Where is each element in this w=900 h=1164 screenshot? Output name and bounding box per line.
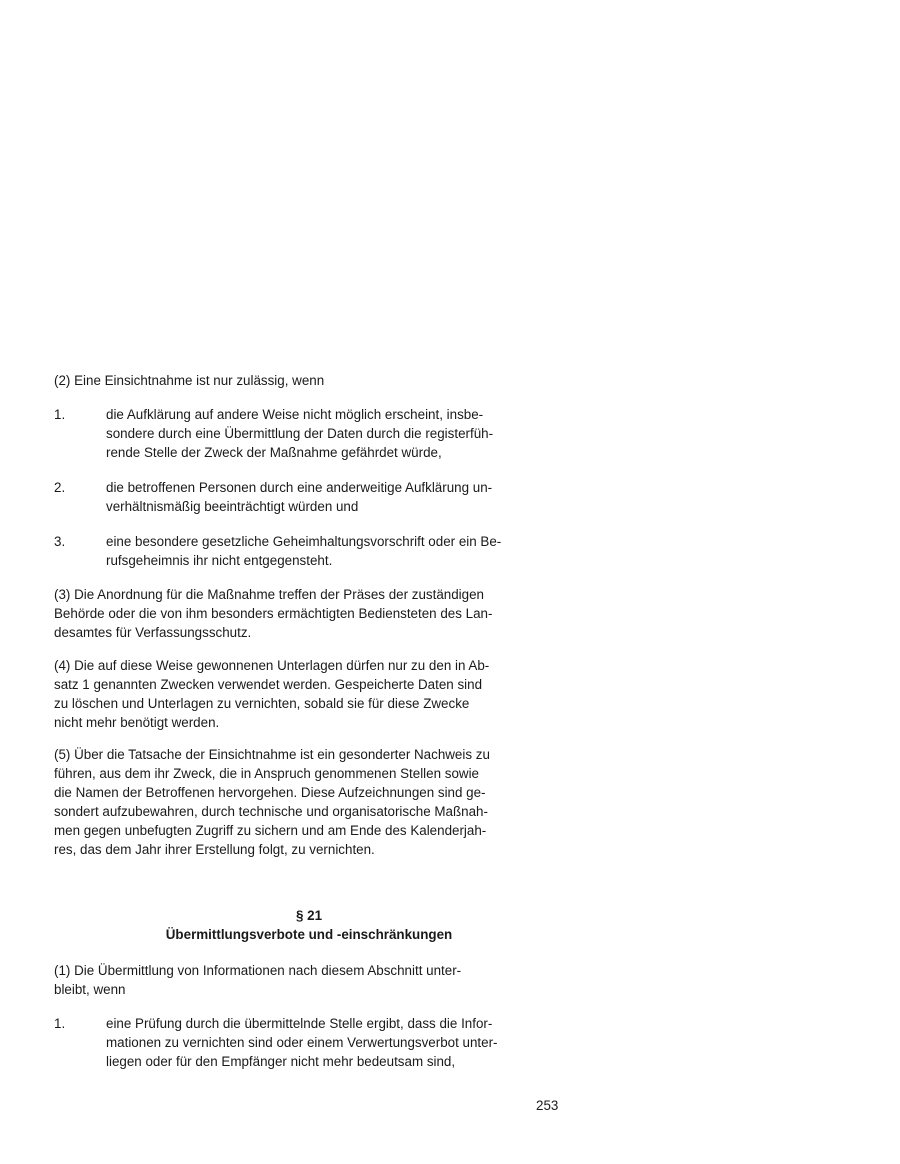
list-number: 3. <box>54 534 66 549</box>
text-line: die Aufklärung auf andere Weise nicht möglich erscheint, insbe- <box>106 407 484 422</box>
text-line: rufsgeheimnis ihr nicht entgegensteht. <box>106 553 333 568</box>
paragraph-5 <box>54 745 560 859</box>
text-line: die betroffenen Personen durch eine anderweitige Aufklärung un- <box>106 480 493 495</box>
section-title: Übermittlungsverbote und -einschränkungen <box>165 927 453 942</box>
text-line: sondere durch eine Übermittlung der Daten durch die registerfüh- <box>106 426 494 441</box>
text-line: satz 1 genannten Zwecken verwendet werden. Gespeicherte Daten sind <box>54 677 483 692</box>
paragraph-4 <box>54 656 560 732</box>
text-line: (5) Über die Tatsache der Einsichtnahme ist ein gesonderter Nachweis zu <box>54 747 490 762</box>
list-item-2-1 <box>54 405 560 462</box>
text-line: (4) Die auf diese Weise gewonnenen Unterlagen dürfen nur zu den in Ab- <box>54 658 490 673</box>
text-line: die Namen der Betroffenen hervorgehen. Diese Aufzeichnungen sind ge- <box>54 785 486 800</box>
text-line: desamtes für Verfassungsschutz. <box>54 625 252 640</box>
text-line: bleibt, wenn <box>54 982 126 997</box>
list-number: 2. <box>54 480 66 495</box>
list-item-2-2 <box>54 478 560 516</box>
text-line: nicht mehr benötigt werden. <box>54 715 220 730</box>
text-line: (3) Die Anordnung für die Maßnahme treffen der Präses der zuständigen <box>54 587 484 602</box>
paragraph-2-intro <box>54 371 560 390</box>
text-line: men gegen unbefugten Zugriff zu sichern und am Ende des Kalenderjah- <box>54 823 487 838</box>
text-line: führen, aus dem ihr Zweck, die in Anspruch genommenen Stellen sowie <box>54 766 480 781</box>
text-line: mationen zu vernichten sind oder einem Verwertungsverbot unter- <box>106 1035 498 1050</box>
text-line: sondert aufzubewahren, durch technische und organisatorische Maßnah- <box>54 804 488 819</box>
page-number: 253 <box>536 1098 559 1113</box>
list-number: 1. <box>54 1016 66 1031</box>
text-line: verhältnismäßig beeinträchtigt würden und <box>106 499 359 514</box>
text-line: Behörde oder die von ihm besonders ermächtigten Bediensteten des Lan- <box>54 606 493 621</box>
list-number: 1. <box>54 407 66 422</box>
text-line: eine besondere gesetzliche Geheimhaltungsvorschrift oder ein Be- <box>106 534 502 549</box>
text-line: (2) Eine Einsichtnahme ist nur zulässig, wenn <box>54 373 325 388</box>
text-line: (1) Die Übermittlung von Informationen nach diesem Abschnitt unter- <box>54 963 462 978</box>
paragraph-3 <box>54 585 560 642</box>
text-line: zu löschen und Unterlagen zu vernichten, sobald sie für diese Zwecke <box>54 696 470 711</box>
section-number: § 21 <box>295 908 323 923</box>
list-item-2-3 <box>54 532 560 570</box>
list-item-21-1 <box>54 1014 560 1071</box>
text-line: eine Prüfung durch die übermittelnde Stelle ergibt, dass die Infor- <box>106 1016 493 1031</box>
text-line: rende Stelle der Zweck der Maßnahme gefährdet würde, <box>106 445 442 460</box>
section-21-paragraph-1 <box>54 961 560 999</box>
text-line: res, das dem Jahr ihrer Erstellung folgt, zu vernichten. <box>54 842 375 857</box>
text-line: liegen oder für den Empfänger nicht mehr bedeutsam sind, <box>106 1054 456 1069</box>
